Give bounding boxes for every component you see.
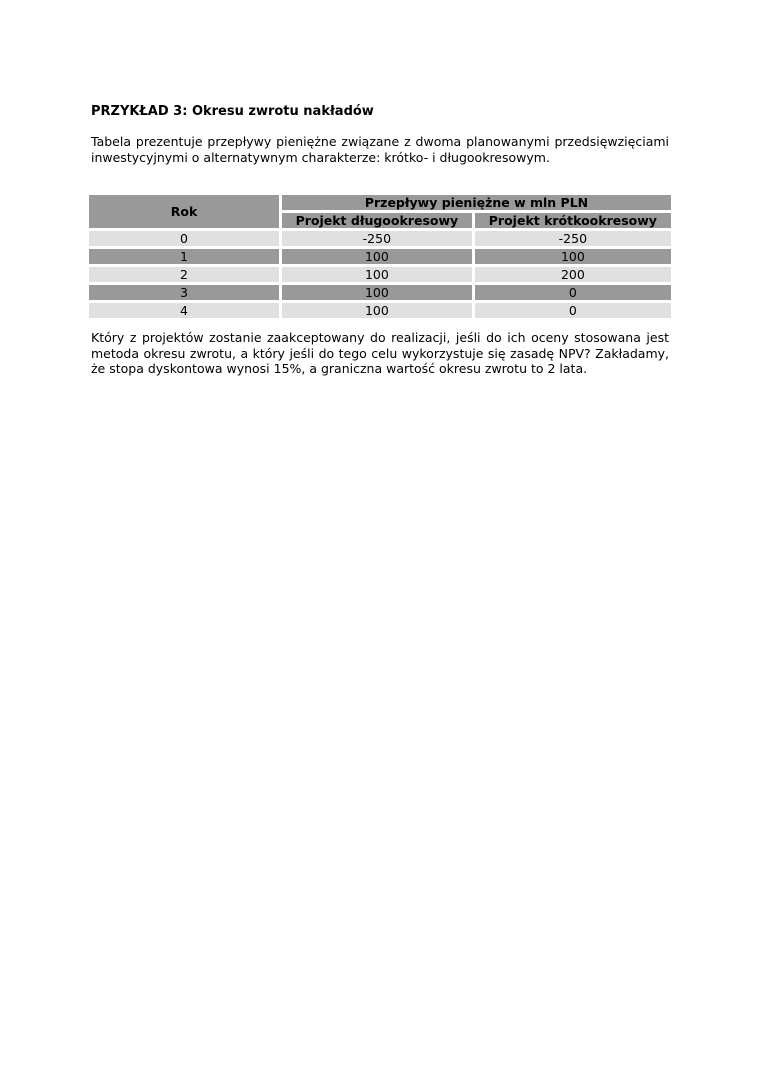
cell-long: 100 [282, 249, 472, 264]
column-header-long-project: Projekt długookresowy [282, 213, 472, 228]
intro-paragraph: Tabela prezentuje przepływy pieniężne związane z dwoma planowanymi przedsięwzięciami inwestycyjnymi o alternatywnym charakterze: krótko- i długookresowym. [91, 134, 669, 165]
table-header-row [89, 195, 671, 210]
cell-rok: 3 [89, 285, 279, 300]
cell-short: 100 [475, 249, 671, 264]
cell-rok: 0 [89, 231, 279, 246]
column-header-rok: Rok [89, 195, 279, 228]
question-paragraph: Który z projektów zostanie zaakceptowany do realizacji, jeśli do ich oceny stosowana jest metoda okresu zwrotu, a który jeśli do tego celu wykorzystuje się zasadę NPV? Zakładamy, że stopa dyskontowa wynosi 15%, a graniczna wartość okresu zwrotu to 2 lata. [91, 330, 669, 376]
document-title: PRZYKŁAD 3: Okresu zwrotu nakładów [91, 104, 374, 119]
cell-rok: 1 [89, 249, 279, 264]
table-row [89, 249, 671, 264]
cell-long: 100 [282, 267, 472, 282]
table-row [89, 303, 671, 318]
cell-rok: 2 [89, 267, 279, 282]
cell-short: 0 [475, 285, 671, 300]
cell-short: 0 [475, 303, 671, 318]
cell-rok: 4 [89, 303, 279, 318]
table-row [89, 285, 671, 300]
cash-flow-table [86, 192, 674, 321]
column-header-short-project: Projekt krótkookresowy [475, 213, 671, 228]
cell-short: -250 [475, 231, 671, 246]
table-row [89, 267, 671, 282]
cell-long: 100 [282, 285, 472, 300]
table-row [89, 231, 671, 246]
cell-short: 200 [475, 267, 671, 282]
cell-long: 100 [282, 303, 472, 318]
group-header-cash-flows: Przepływy pieniężne w mln PLN [282, 195, 671, 210]
cell-long: -250 [282, 231, 472, 246]
